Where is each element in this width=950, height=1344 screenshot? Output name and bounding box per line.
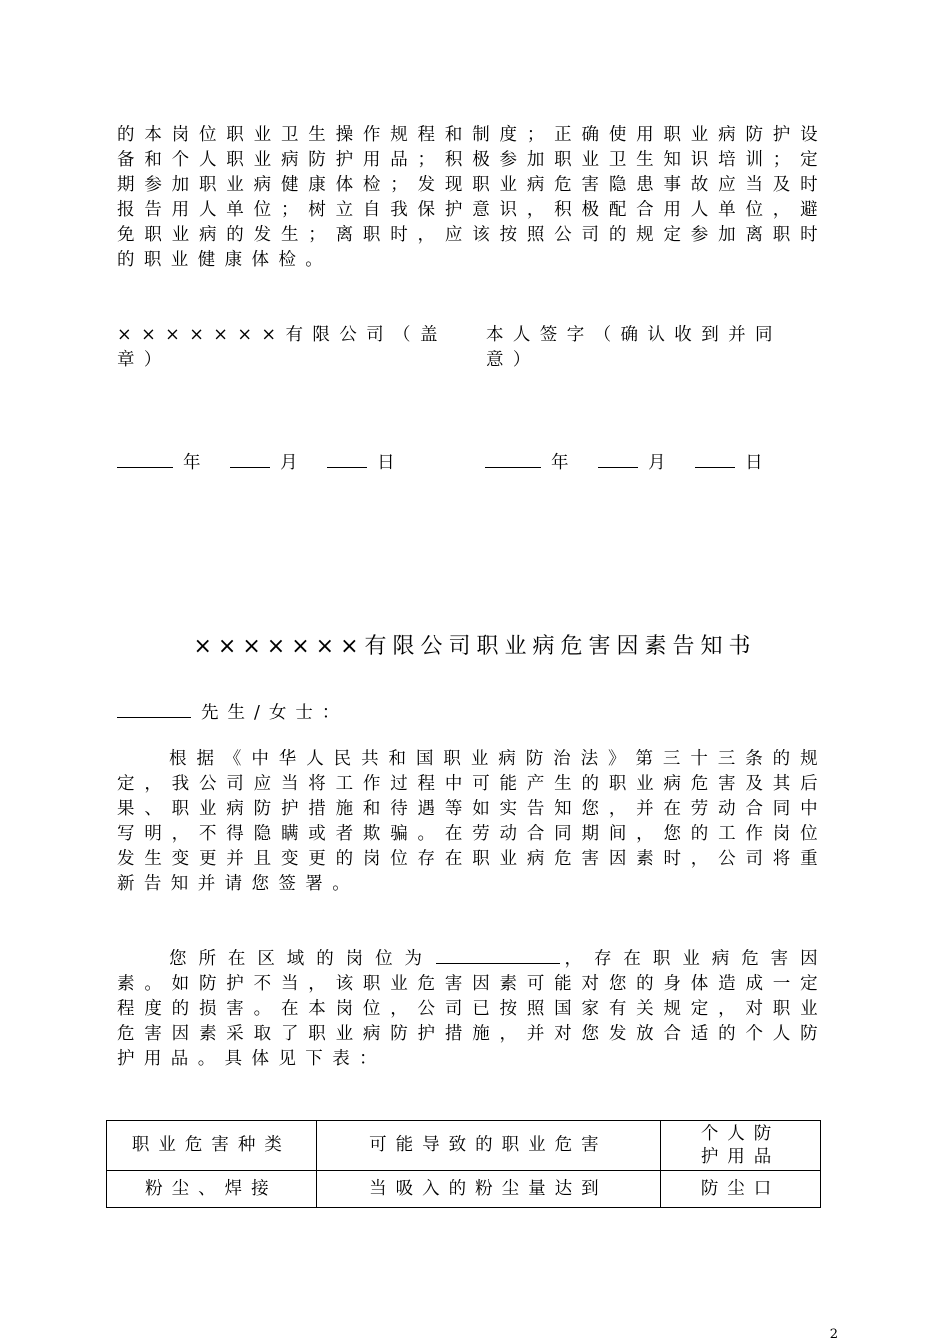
company-date-line (117, 449, 401, 476)
hazard-table (106, 1120, 821, 1208)
day-blank[interactable] (695, 449, 735, 468)
day-label: 日 (745, 453, 769, 473)
intro-paragraph: 的本岗位职业卫生操作规程和制度；正确使用职业病防护设备和个人职业病防护用品；积极参加职业卫生知识培训；定期参加职业病健康体检；发现职业病危害隐患事故应当及时报告用人单位；树立自我保护意识，积极配合用人单位，避免职业病的发生；离职时，应该按照公司的规定参加离职时的职业健康体检。 (117, 125, 827, 270)
notice-paragraph-2 (117, 945, 827, 1072)
year-label: 年 (183, 453, 207, 473)
position-prefix: 您所在区域的岗位为 (169, 949, 434, 969)
month-label: 月 (280, 453, 304, 473)
day-label: 日 (377, 453, 401, 473)
header-protective-equipment: 个人防护用品 (661, 1121, 821, 1171)
table-header-row (107, 1121, 821, 1171)
position-blank[interactable] (436, 945, 560, 964)
salutation-line (117, 699, 348, 726)
notice-paragraph-1: 根据《中华人民共和国职业病防治法》第三十三条的规定，我公司应当将工作过程中可能产生的职业病危害及其后果、职业病防护措施和待遇等如实告知您，并在劳动合同中写明，不得隐瞒或者欺骗。在劳动合同期间，您的工作岗位发生变更并且变更的岗位存在职业病危害因素时，公司将重新告知并请您签署。 (117, 749, 827, 894)
name-blank[interactable] (117, 699, 191, 718)
day-blank[interactable] (327, 449, 367, 468)
month-label: 月 (648, 453, 672, 473)
header-possible-harm: 可能导致的职业危害 (316, 1121, 660, 1171)
salutation-text: 先生/女士： (201, 703, 349, 723)
personal-date-line (485, 449, 769, 476)
cell-hazard-type: 粉尘、焊接 (107, 1171, 317, 1208)
year-blank[interactable] (117, 449, 173, 468)
year-blank[interactable] (485, 449, 541, 468)
header-hazard-type: 职业危害种类 (107, 1121, 317, 1171)
personal-signature-label: 本人签字（确认收到并同意） (486, 325, 782, 370)
month-blank[interactable] (230, 449, 270, 468)
company-seal-label: ×××××××有限公司（盖章） (117, 325, 447, 370)
table-row (107, 1171, 821, 1208)
notice-title: ×××××××有限公司职业病危害因素告知书 (193, 634, 757, 659)
cell-protective-equipment: 防尘口 (661, 1171, 821, 1208)
month-blank[interactable] (598, 449, 638, 468)
cell-possible-harm: 当吸入的粉尘量达到 (316, 1171, 660, 1208)
page-number: 2 (829, 1327, 838, 1342)
year-label: 年 (551, 453, 575, 473)
position-rest: ，存在职业病危害因素。如防护不当，该职业危害因素可能对您的身体造成一定程度的损害。在本岗位，公司已按照国家有关规定，对职业危害因素采取了职业病防护措施，并对您发放合适的个人防护用品。具体见下表： (117, 949, 827, 1069)
